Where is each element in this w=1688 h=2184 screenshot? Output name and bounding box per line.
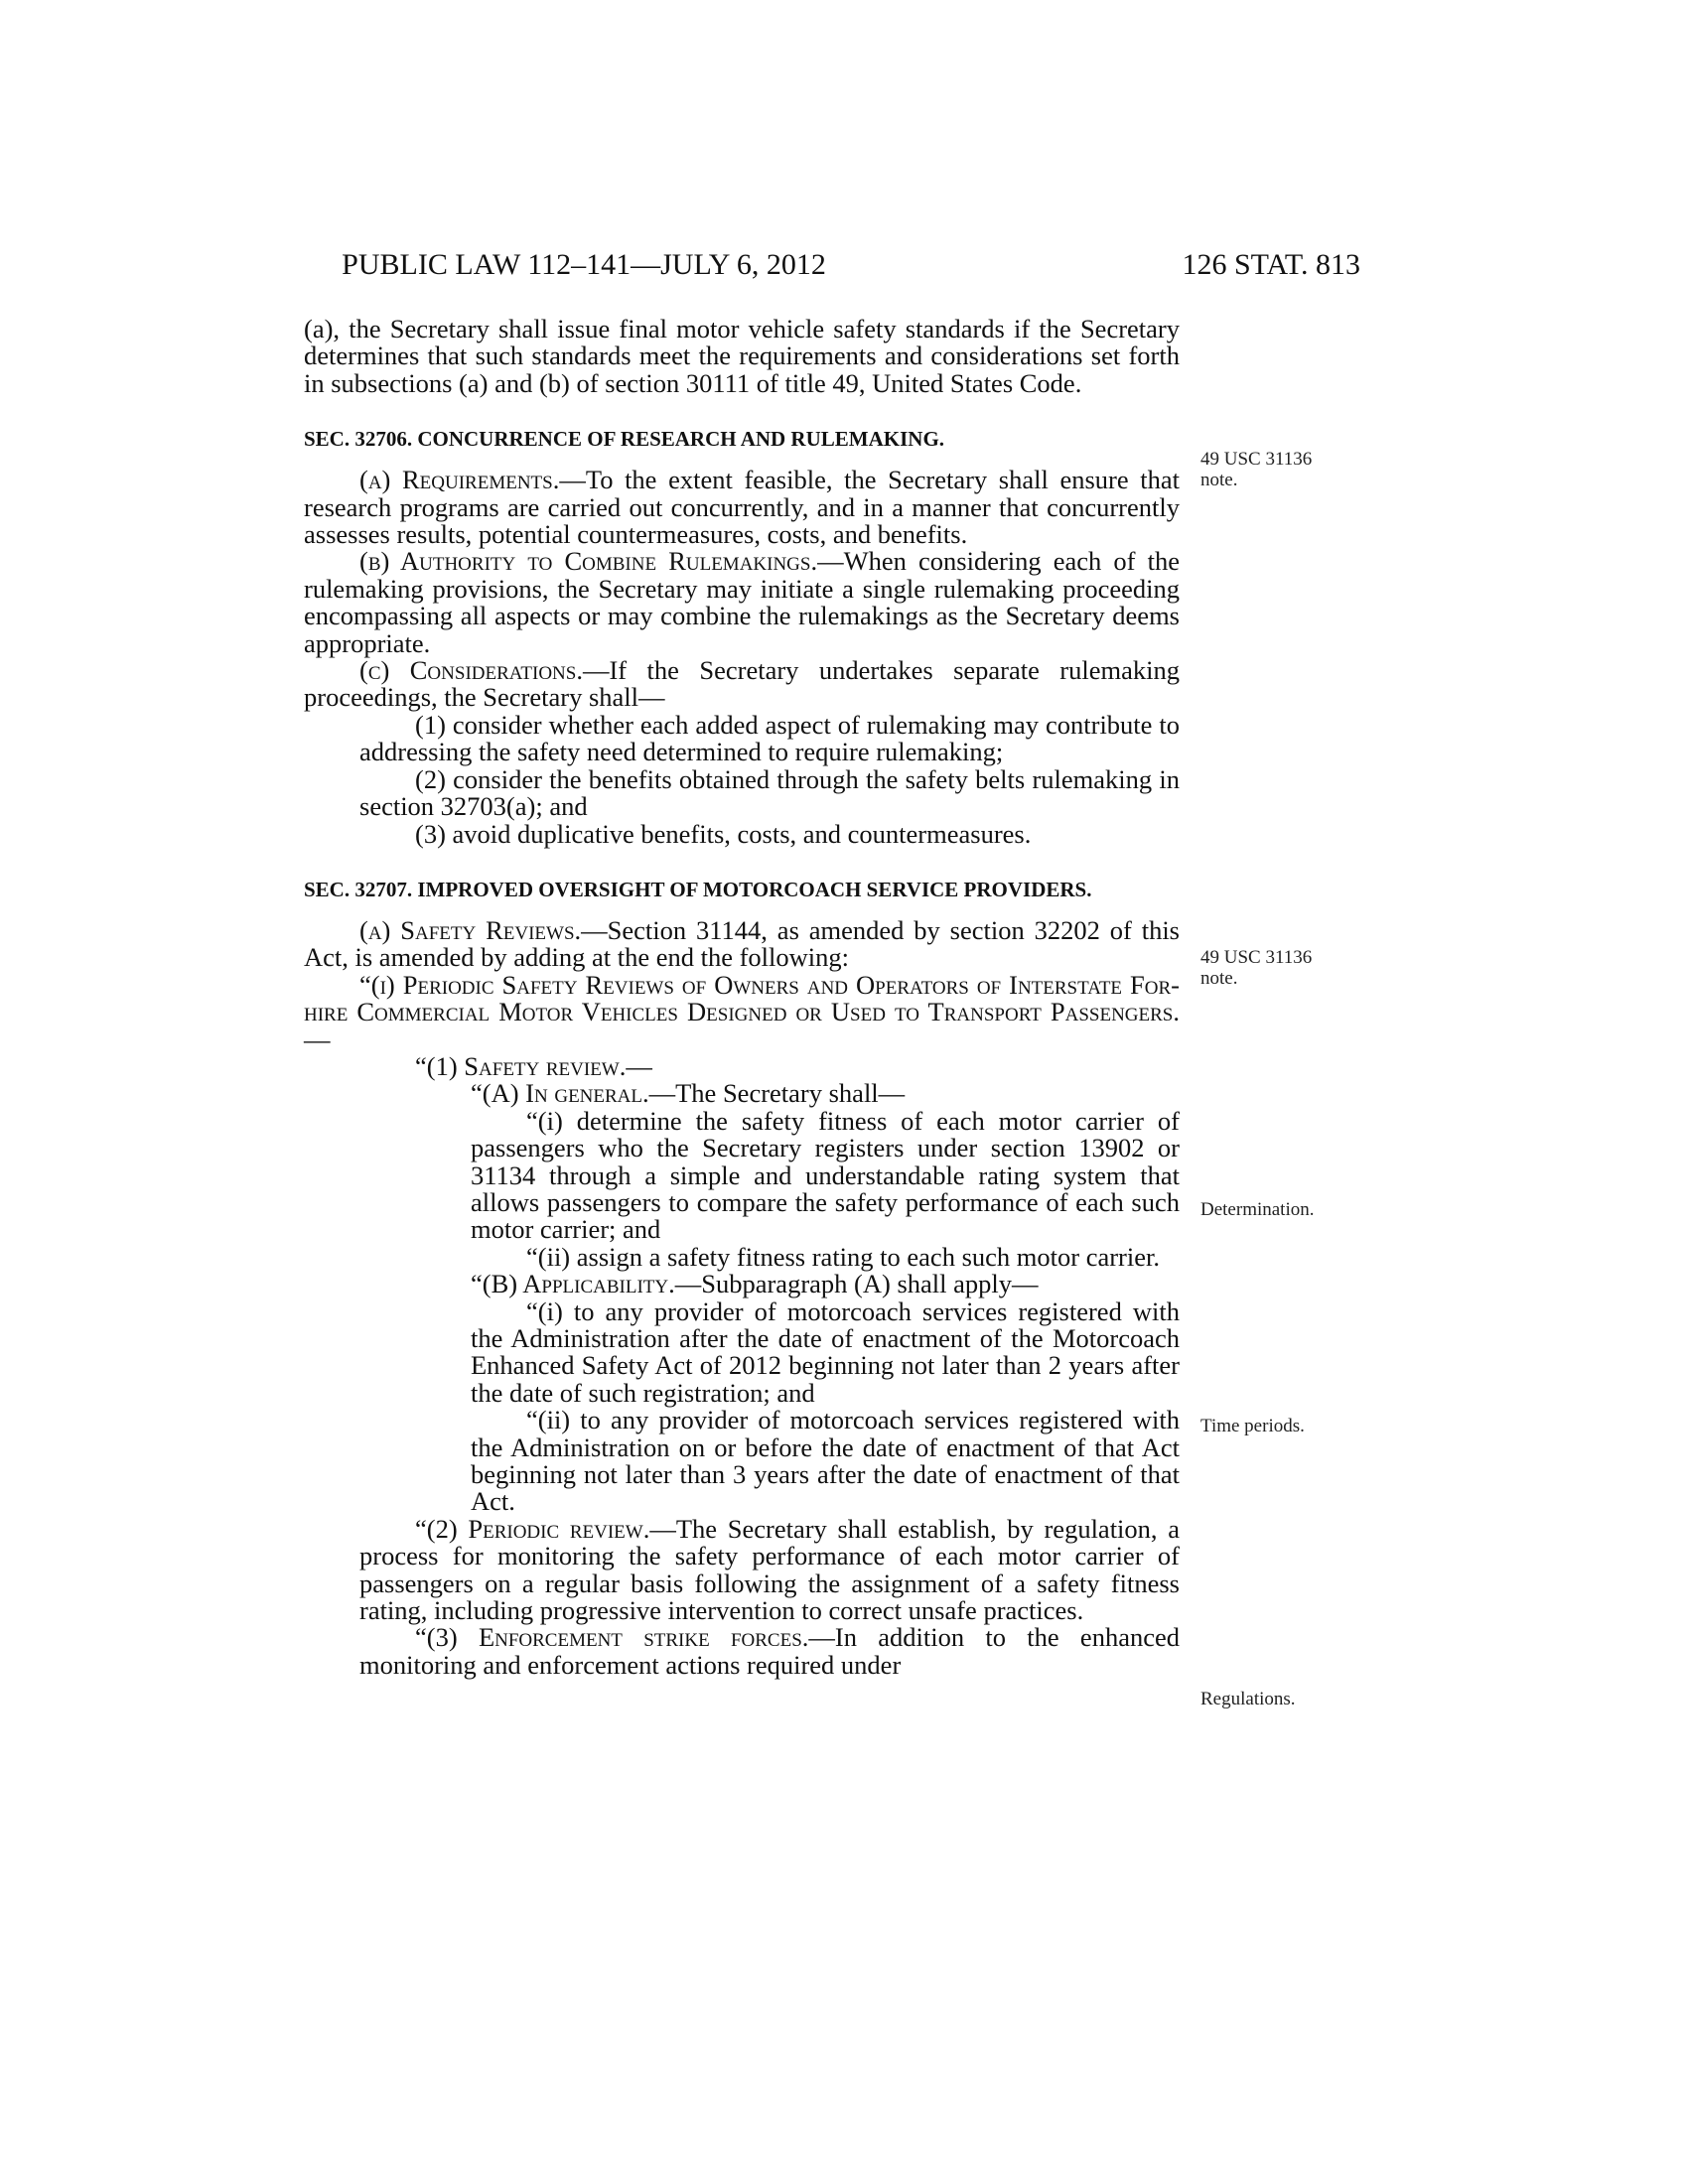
document-body: [304, 316, 1180, 1679]
paragraph-c2: (2) consider the benefits obtained through the safety belts rulemaking in section 32703(a); and: [359, 763, 1180, 822]
subparagraph-text: —Subparagraph (A) shall apply—: [674, 1269, 1039, 1299]
section-heading-32707: SEC. 32707. IMPROVED OVERSIGHT OF MOTORCOACH SERVICE PROVIDERS.: [304, 877, 1092, 901]
margin-note-time-periods: Time periods.: [1200, 1416, 1305, 1436]
subparagraph-B: [304, 1271, 1180, 1297]
subsection-text: —Section 31144, as amended by section 32202 of this Act, is amended by adding at the end the following:: [304, 914, 1180, 973]
paragraph-text: —In addition to the enhanced monitoring and enforcement actions required under: [359, 1622, 1180, 1680]
paragraph-heading: “(3) Enforcement strike forces.: [415, 1622, 809, 1653]
paragraph-heading: “(2) Periodic review.: [415, 1513, 650, 1544]
paragraph-2-periodic-review: [304, 1513, 1180, 1626]
section-heading-32706: SEC. 32706. CONCURRENCE OF RESEARCH AND RULEMAKING.: [304, 427, 945, 452]
margin-note-regulations: Regulations.: [1200, 1689, 1296, 1709]
subparagraph-heading: “(A) In general.: [471, 1078, 649, 1109]
margin-note-citation-1: 49 USC 31136 note.: [1200, 449, 1313, 490]
subsection-a-safety-reviews: [304, 914, 1180, 973]
paragraph-3-enforcement: [304, 1624, 1180, 1679]
subsection-a-requirements: [304, 467, 1180, 548]
subsection-text: —To the extent feasible, the Secretary shall ensure that research programs are carried out concurrently, and in a manner that concurrently assesses results, potential countermeasures, costs, and benefits.: [304, 465, 1180, 550]
clause-A-i: “(i) determine the safety fitness of each motor carrier of passengers who the Secretary registers under section 13902 or 31134 through a simple and understandable rating system that allows passengers to compare the safety performance of each such motor carrier; and: [471, 1105, 1180, 1245]
subsection-heading: (c) Considerations.: [359, 655, 583, 686]
subsection-heading: (b) Authority to Combine Rulemakings.: [359, 546, 818, 577]
running-header-title: PUBLIC LAW 112–141—JULY 6, 2012: [342, 248, 826, 281]
paragraph-text: —The Secretary shall establish, by regulation, a process for monitoring the safety performance of each motor carrier of passengers on a regular basis following the assignment of a safety fitness rating, including progressive intervention to correct unsafe practices.: [359, 1513, 1180, 1626]
paragraph-c1: (1) consider whether each added aspect of rulemaking may contribute to addressing the safety need determined to require rulemaking;: [359, 709, 1180, 767]
subsection-b-authority: [304, 548, 1180, 657]
subparagraph-heading: “(B) Applicability.: [471, 1269, 675, 1299]
subsection-heading: (a) Safety Reviews.: [359, 914, 582, 945]
paragraph-c3: (3) avoid duplicative benefits, costs, and countermeasures.: [415, 818, 1032, 849]
clause-A-ii: “(ii) assign a safety fitness rating to each such motor carrier.: [526, 1241, 1160, 1272]
running-header-stat-page: 126 STAT. 813: [1182, 248, 1360, 281]
subparagraph-text: —The Secretary shall—: [648, 1078, 906, 1109]
subsection-c-considerations: [304, 657, 1180, 712]
margin-note-determination: Determination.: [1200, 1199, 1315, 1220]
subsection-text: —When considering each of the rulemaking provisions, the Secretary may initiate a single rulemaking proceeding encompassing all aspects or may combine the rulemakings as the Secretary deems appropriate.: [304, 546, 1180, 658]
paragraph-continuation: (a), the Secretary shall issue final motor vehicle safety standards if the Secretary determines that such standards meet the requirements and considerations set forth in subsections (a) and (b) of section 30111 of title 49, United States Code.: [304, 314, 1180, 398]
subsection-text: —If the Secretary undertakes separate rulemaking proceedings, the Secretary shall—: [304, 655, 1180, 713]
subparagraph-A: [304, 1080, 1180, 1107]
clause-B-i: “(i) to any provider of motorcoach services registered with the Administration after the date of enactment of the Motorcoach Enhanced Safety Act of 2012 beginning not later than 2 years after the date of such registration; and: [471, 1296, 1180, 1408]
paragraph-1-safety-review: “(1) Safety review.—: [415, 1050, 652, 1081]
inserted-subsection-i-heading: “(i) Periodic Safety Reviews of Owners and Operators of Interstate For-hire Commercial Motor Vehicles Designed or Used to Transport Passengers.—: [304, 969, 1180, 1054]
margin-note-citation-2: 49 USC 31136 note.: [1200, 947, 1313, 989]
clause-B-ii: “(ii) to any provider of motorcoach services registered with the Administration on or before the date of enactment of that Act beginning not later than 3 years after the date of enactment of that Act.: [471, 1405, 1180, 1517]
subsection-heading: (a) Requirements.: [359, 465, 560, 495]
